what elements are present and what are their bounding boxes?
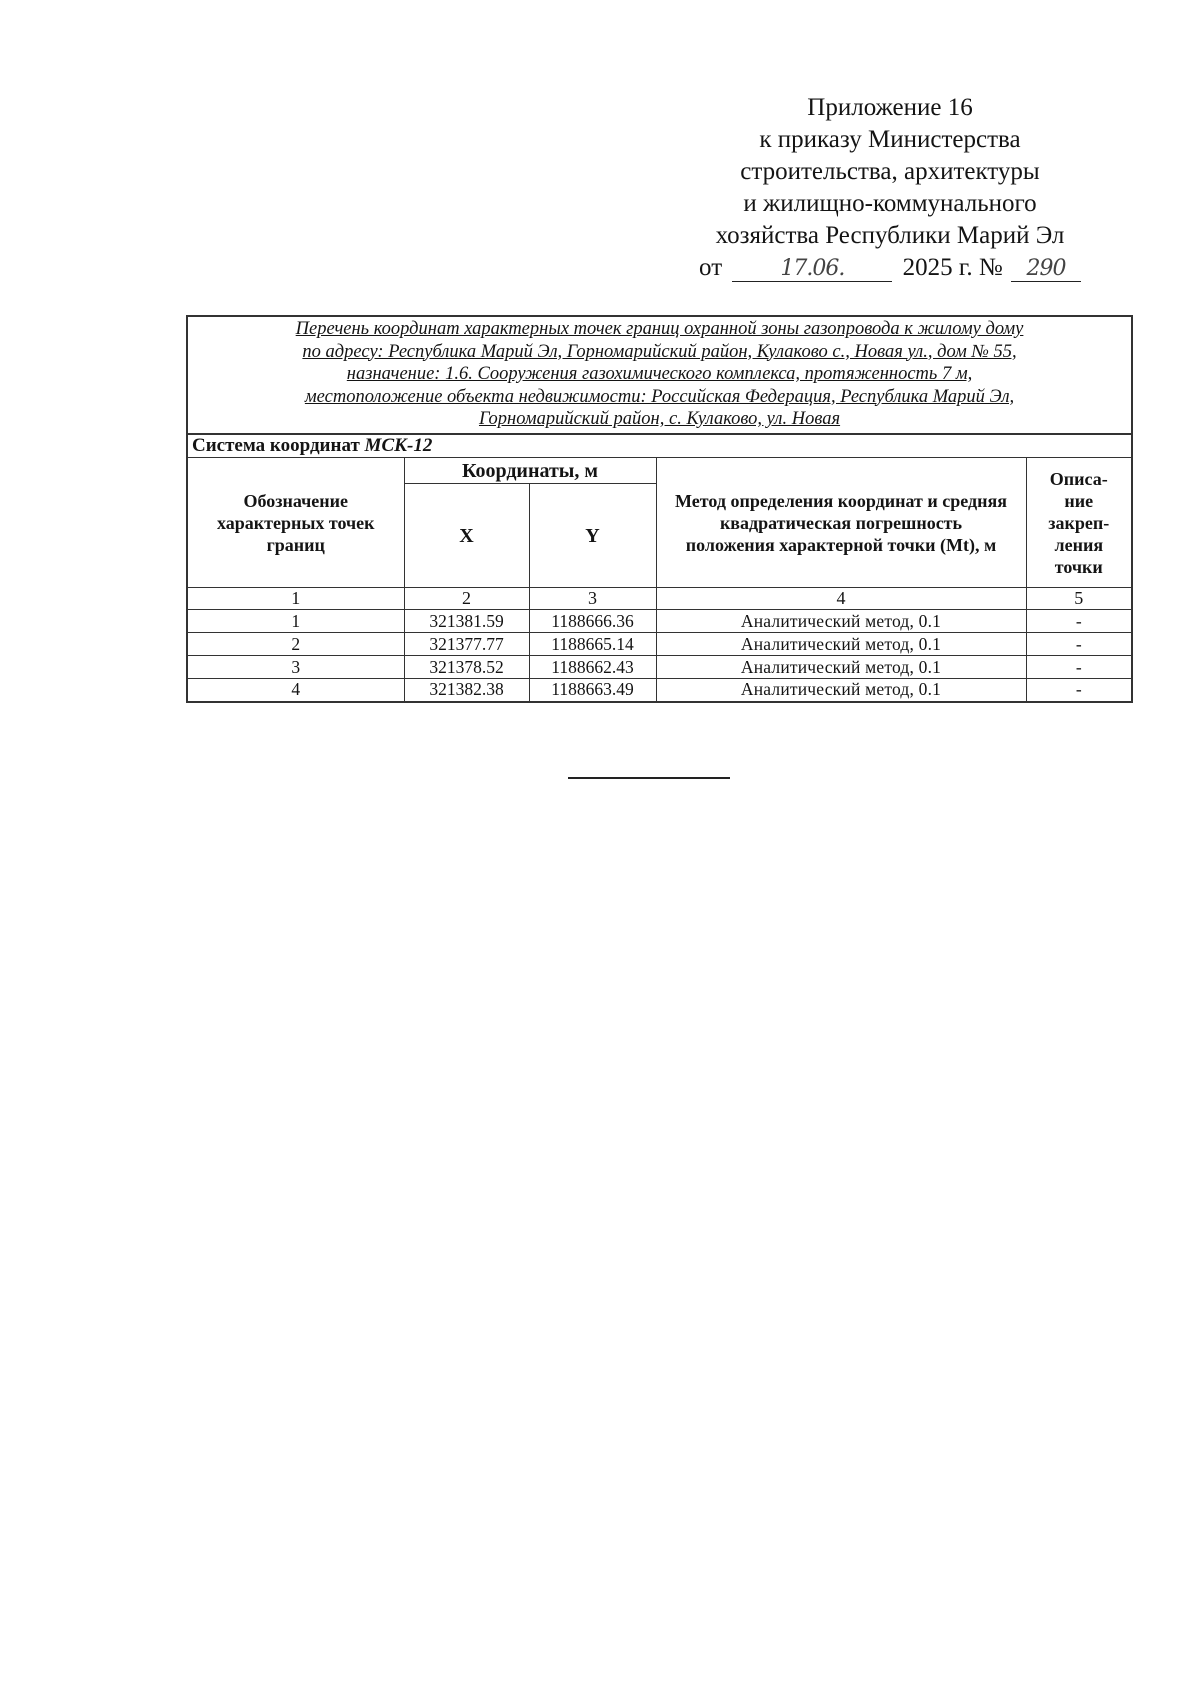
appendix-header <box>690 92 1090 284</box>
appendix-title: Приложение 16 <box>807 94 973 121</box>
header-method: Метод определения координат и средняя квадратическая погрешность положения характерной точки (Mt), м <box>656 458 1026 588</box>
x-value: 321382.38 <box>404 679 529 702</box>
description-value: - <box>1026 656 1132 679</box>
method-value: Аналитический метод, 0.1 <box>656 679 1026 702</box>
handwritten-order-number: 290 <box>1011 257 1081 282</box>
point-id: 3 <box>187 656 404 679</box>
method-value: Аналитический метод, 0.1 <box>656 610 1026 633</box>
coordinates-table <box>186 315 1133 703</box>
table-row <box>187 656 1132 679</box>
description-value: - <box>1026 610 1132 633</box>
table-title <box>187 316 1132 434</box>
header-coordinates: Координаты, м <box>404 458 656 484</box>
handwritten-date: 17.06. <box>732 257 892 282</box>
method-value: Аналитический метод, 0.1 <box>656 633 1026 656</box>
column-number: 3 <box>529 588 656 610</box>
table-row <box>187 610 1132 633</box>
column-number: 4 <box>656 588 1026 610</box>
x-value: 321381.59 <box>404 610 529 633</box>
header-description-line: Описа- <box>1049 468 1108 489</box>
coordinate-system-value: МСК-12 <box>364 434 433 456</box>
coordinate-system <box>187 434 1132 458</box>
y-value: 1188662.43 <box>529 656 656 679</box>
table-row <box>187 633 1132 656</box>
table-title-line: Горномарийский район, с. Кулаково, ул. Новая <box>478 409 841 429</box>
table-title-line: Перечень координат характерных точек границ охранной зоны газопровода к жилому дому <box>295 319 1024 339</box>
end-divider <box>568 777 730 779</box>
header-designation: Обозначение характерных точек границ <box>187 458 404 588</box>
point-id: 4 <box>187 679 404 702</box>
table-row <box>187 679 1132 702</box>
y-value: 1188666.36 <box>529 610 656 633</box>
header-x: X <box>404 484 529 588</box>
appendix-line-4: и жилищно-коммунального <box>743 190 1037 217</box>
date-prefix: от <box>699 254 723 281</box>
y-value: 1188663.49 <box>529 679 656 702</box>
coordinate-system-label: Система координат <box>192 434 360 456</box>
order-date-line <box>690 252 1090 284</box>
header-description-line: ления <box>1054 534 1104 555</box>
header-description-line: ние <box>1064 490 1094 511</box>
table-title-line: местоположение объекта недвижимости: Российская Федерация, Республика Марий Эл, <box>304 386 1015 407</box>
y-value: 1188665.14 <box>529 633 656 656</box>
column-number: 2 <box>404 588 529 610</box>
method-value: Аналитический метод, 0.1 <box>656 656 1026 679</box>
point-id: 2 <box>187 633 404 656</box>
table-title-line: назначение: 1.6. Сооружения газохимического комплекса, протяженность 7 м, <box>346 364 973 384</box>
header-description-line: точки <box>1054 556 1103 577</box>
x-value: 321378.52 <box>404 656 529 679</box>
appendix-line-5: хозяйства Республики Марий Эл <box>715 222 1065 249</box>
appendix-line-2: к приказу Министерства <box>759 126 1021 153</box>
appendix-line-3: строительства, архитектуры <box>740 158 1040 185</box>
description-value: - <box>1026 679 1132 702</box>
table-title-line: по адресу: Республика Марий Эл, Горномарийский район, Кулаково с., Новая ул., дом № 55, <box>302 341 1017 362</box>
x-value: 321377.77 <box>404 633 529 656</box>
column-number: 1 <box>187 588 404 610</box>
header-description <box>1026 458 1132 588</box>
order-year: 2025 г. № <box>902 254 1003 281</box>
column-number: 5 <box>1026 588 1132 610</box>
header-description-line: закреп- <box>1048 512 1110 533</box>
header-y: Y <box>529 484 656 588</box>
point-id: 1 <box>187 610 404 633</box>
description-value: - <box>1026 633 1132 656</box>
